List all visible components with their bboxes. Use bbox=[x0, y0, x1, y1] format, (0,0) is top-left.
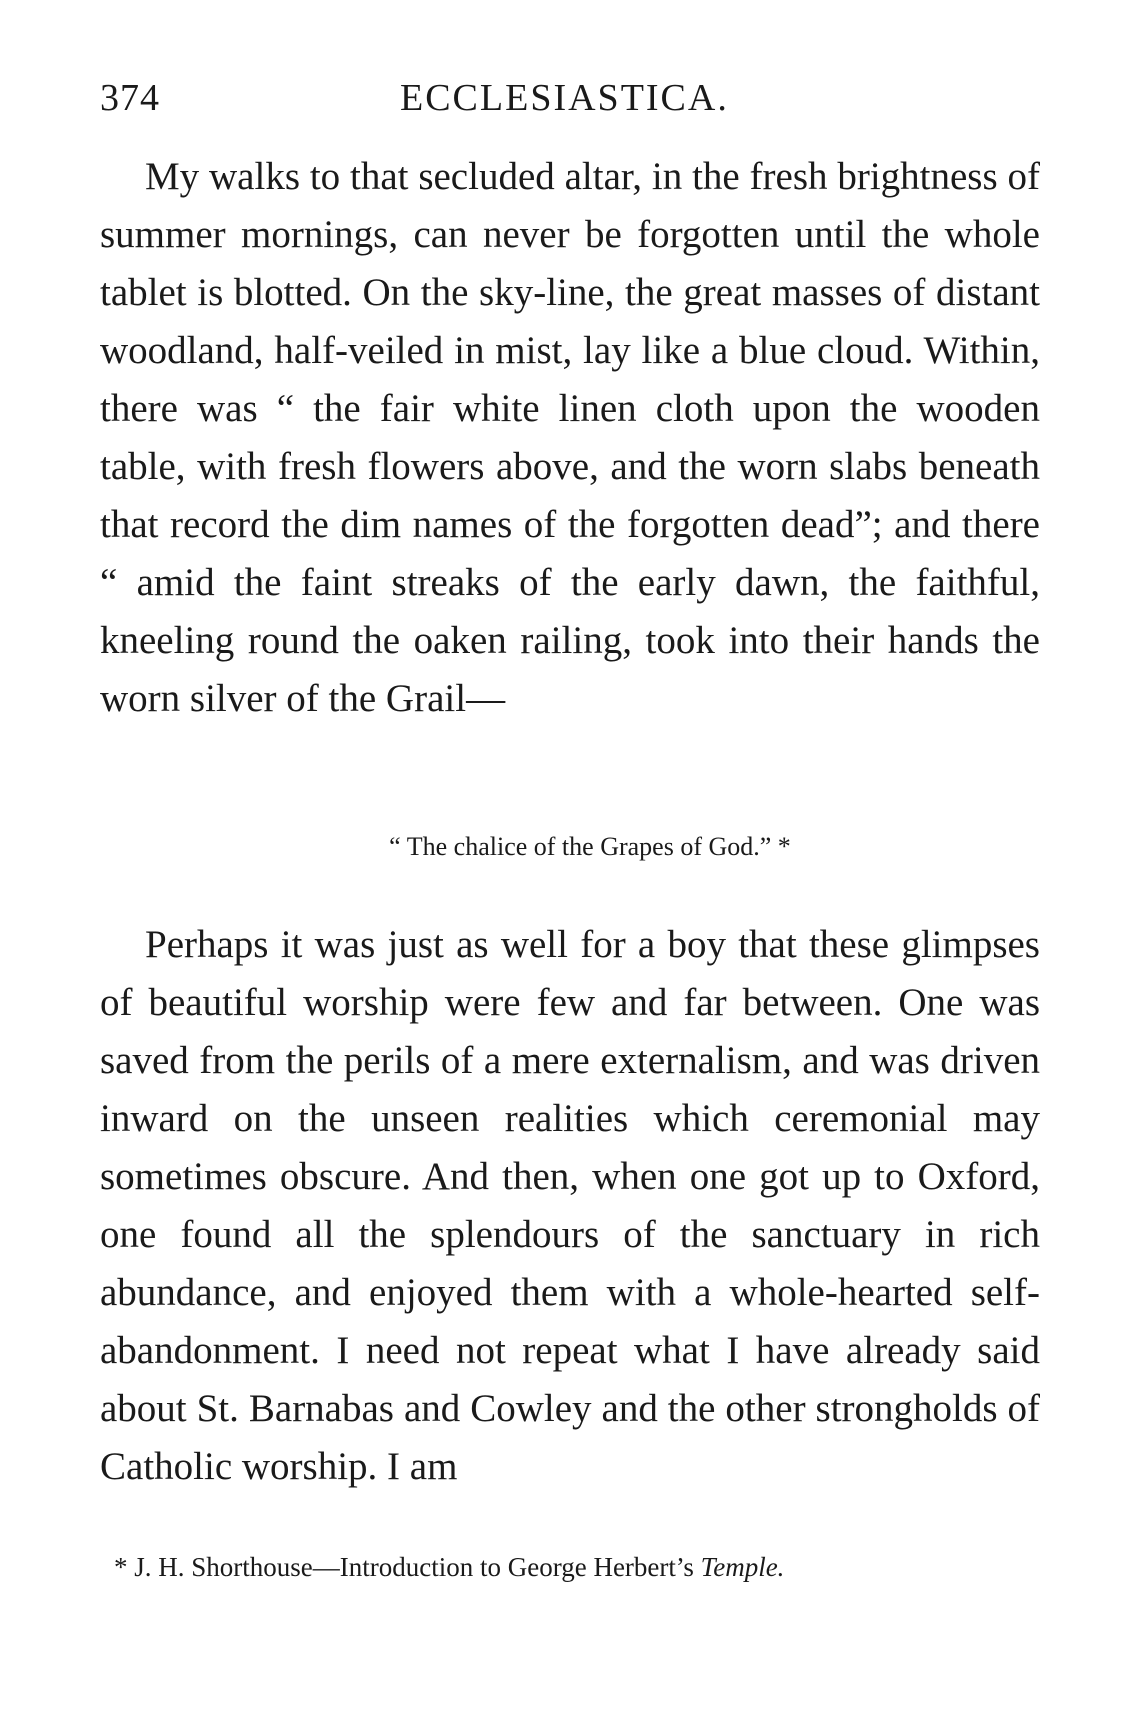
footnote bbox=[100, 1552, 1040, 1583]
running-head bbox=[100, 76, 1040, 126]
paragraph-2: Perhaps it was just as well for a boy that these glimpses of beautiful worship were few and far between. One was saved from the perils of a mere externalism, and was driven inward on the unseen realities which ceremonial may sometimes obscure. And then, when one got up to Oxford, one found all the splendours of the sanctuary in rich abundance, and enjoyed them with a whole-hearted self-abandonment. I need not repeat what I have already said about St. Barnabas and Cowley and the other strongholds of Catholic worship. I am bbox=[100, 923, 1040, 1488]
verse-quote: “ The chalice of the Grapes of God.” * bbox=[389, 832, 791, 861]
page-number: 374 bbox=[100, 77, 160, 119]
footnote-italic-title: Temple. bbox=[700, 1552, 785, 1582]
paragraph-1: My walks to that secluded altar, in the fresh brightness of summer mornings, can never be forgotten until the whole tablet is blotted. On the sky-line, the great masses of distant woodland, half-veiled in mist, lay like a blue cloud. Within, there was “ the fair white linen cloth upon the wooden table, with fresh flowers above, and the worn slabs beneath that record the dim names of the forgotten dead”; and there “ amid the faint streaks of the early dawn, the faithful, kneeling round the oaken railing, took into their hands the worn silver of the Grail— bbox=[100, 155, 1040, 720]
footnote-text: * J. H. Shorthouse—Introduction to George Herbert’s bbox=[114, 1552, 701, 1582]
running-title: ECCLESIASTICA. bbox=[400, 77, 729, 119]
